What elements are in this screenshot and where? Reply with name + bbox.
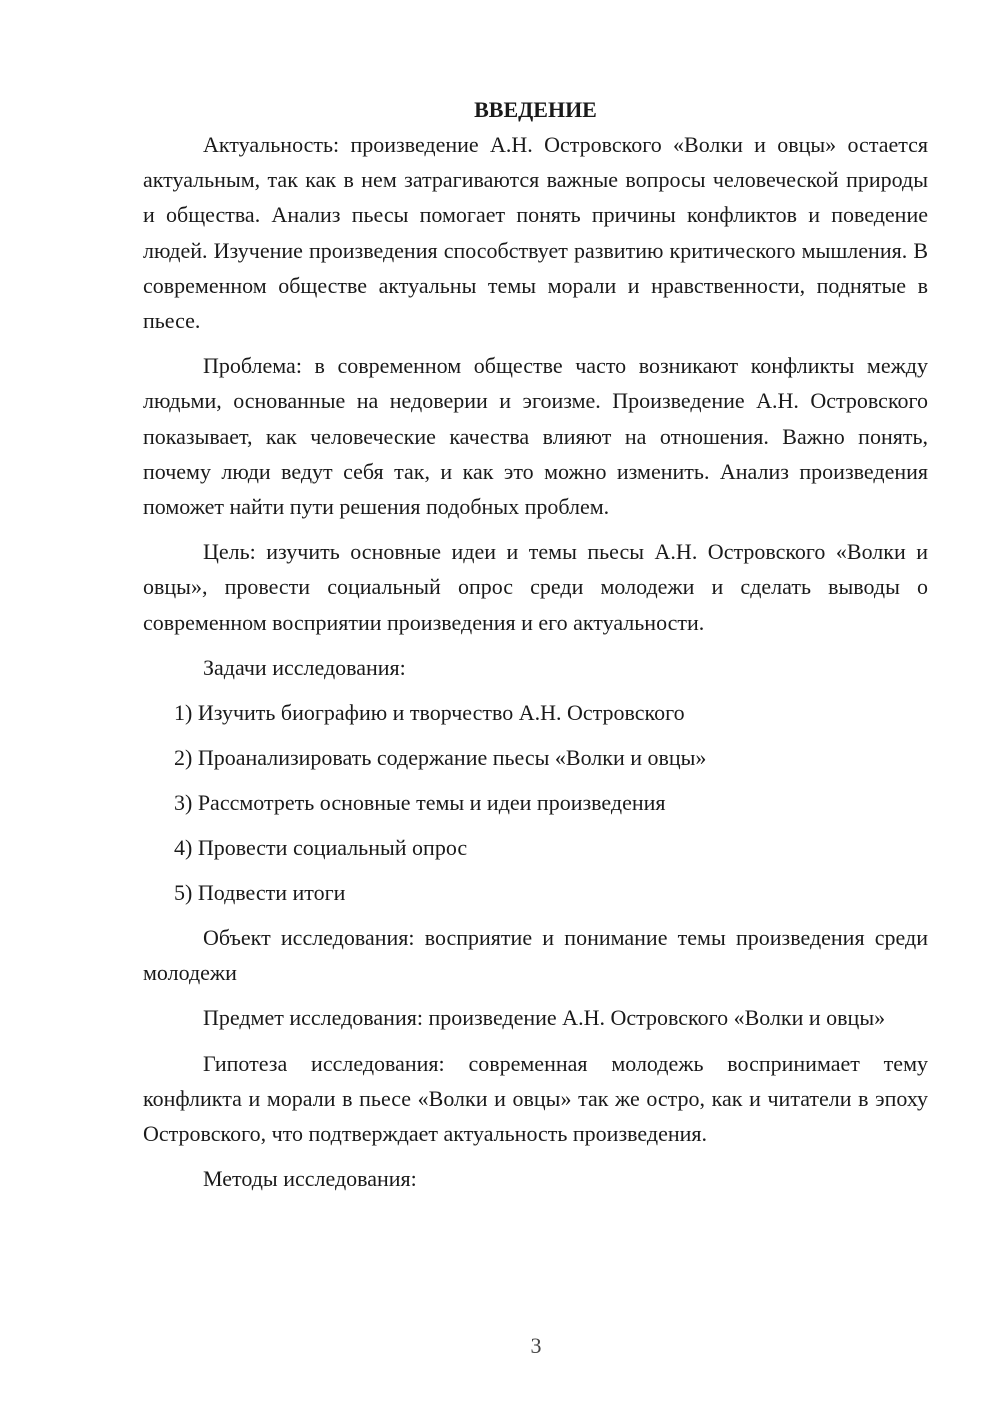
- subject-paragraph: Предмет исследования: произведение А.Н. Островского «Волки и овцы»: [203, 1005, 886, 1031]
- page-title: ВВЕДЕНИЕ: [474, 97, 597, 122]
- relevance-paragraph: Актуальность: произведение А.Н. Островского «Волки и овцы» остается актуальным, так как в нем затрагиваются важные вопросы человеческой природы и общества. Анализ пьесы помогает понять причины конфликтов и поведение людей. Изучение произведения способствует развитию критического мышления. В современном обществе актуальны темы морали и нравственности, поднятые в пьесе.: [143, 132, 928, 334]
- methods-heading: Методы исследования:: [203, 1166, 417, 1192]
- task-item: 2) Проанализировать содержание пьесы «Волки и овцы»: [174, 745, 707, 771]
- task-item: 4) Провести социальный опрос: [174, 835, 468, 861]
- object-paragraph: Объект исследования: восприятие и понимание темы произведения среди молодежи: [143, 925, 928, 986]
- page-content: [143, 92, 928, 1196]
- goal-paragraph: Цель: изучить основные идеи и темы пьесы А.Н. Островского «Волки и овцы», провести социальный опрос среди молодежи и сделать выводы о современном восприятии произведения и его актуальности.: [143, 539, 928, 635]
- task-item: 3) Рассмотреть основные темы и идеи произведения: [174, 790, 666, 816]
- hypothesis-paragraph: Гипотеза исследования: современная молодежь воспринимает тему конфликта и морали в пьесе «Волки и овцы» так же остро, как и читатели в эпоху Островского, что подтверждает актуальность произведения.: [143, 1050, 928, 1147]
- task-item: 5) Подвести итоги: [174, 880, 346, 906]
- page-number: 3: [530, 1333, 542, 1358]
- tasks-heading: Задачи исследования:: [203, 654, 406, 680]
- task-item: 1) Изучить биографию и творчество А.Н. Островского: [174, 700, 685, 726]
- problem-paragraph: Проблема: в современном обществе часто возникают конфликты между людьми, основанные на недоверии и эгоизме. Произведение А.Н. Островского показывает, как человеческие качества влияют на отношения. Важно понять, почему люди ведут себя так, и как это можно изменить. Анализ произведения поможет найти пути решения подобных проблем.: [143, 353, 928, 520]
